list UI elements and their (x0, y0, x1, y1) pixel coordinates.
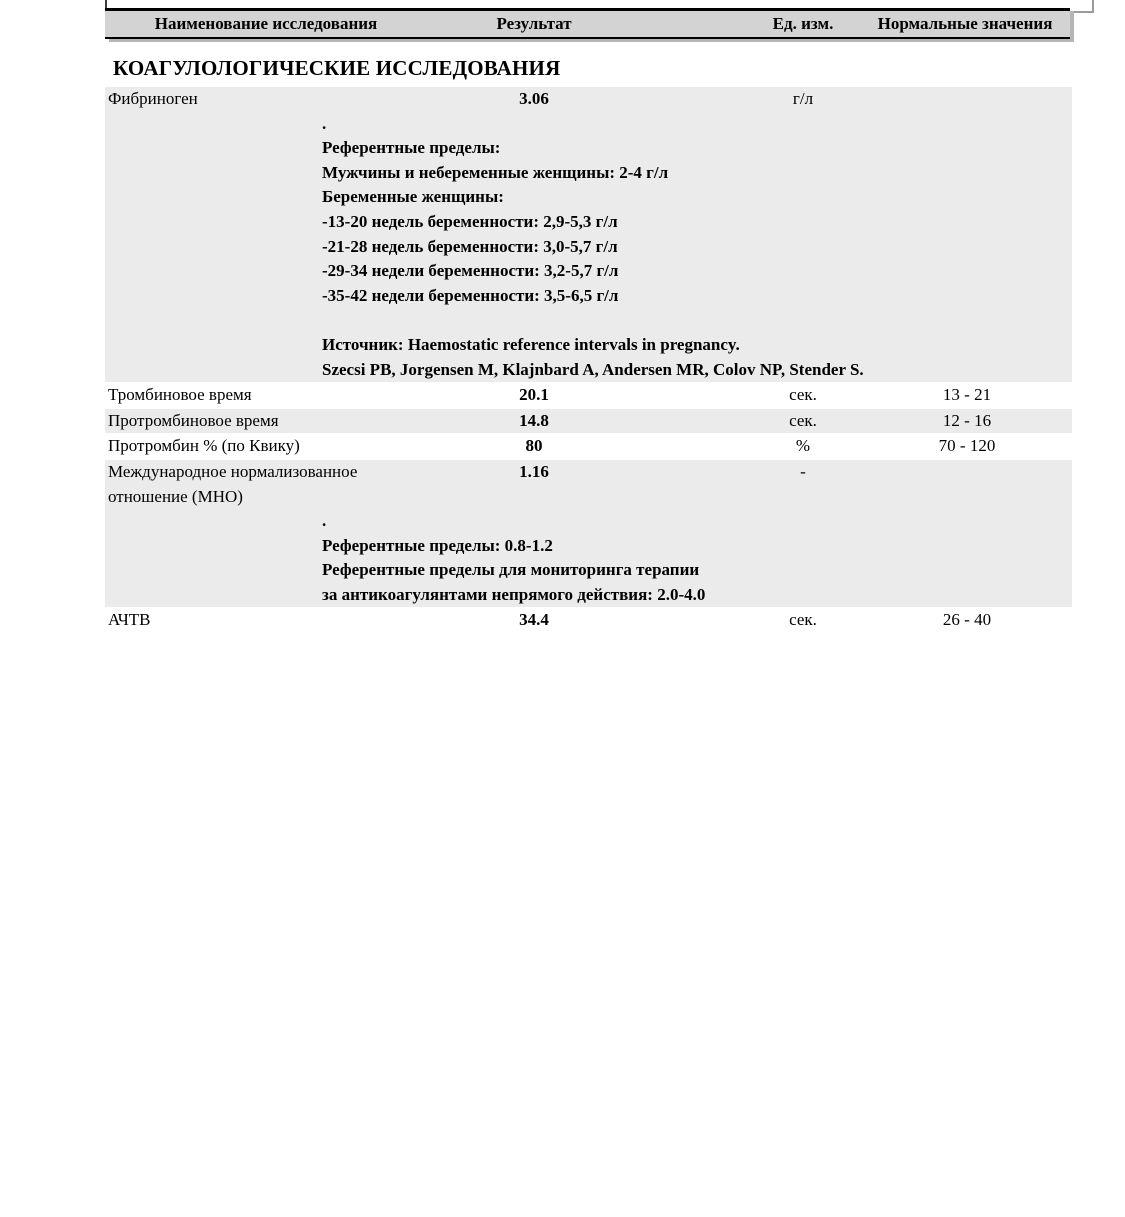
result-value: 3.06 (519, 89, 549, 108)
note-line: . (322, 511, 327, 531)
test-row (105, 409, 1072, 434)
test-row (105, 460, 1072, 608)
result-value: 14.8 (519, 410, 549, 430)
result-value: 1.16 (519, 461, 549, 481)
normal-range-value: 26 - 40 (942, 610, 992, 630)
note-line: Референтные пределы: (322, 138, 501, 158)
test-row (105, 87, 1072, 382)
test-row (105, 434, 1072, 459)
test-row (105, 383, 1072, 408)
test-name: Международное нормализованное отношение (МНО) (108, 461, 358, 506)
note-line-blank (322, 308, 1072, 333)
note-line: . (322, 113, 327, 133)
column-header-test-name: Наименование исследования (154, 14, 378, 33)
unit-value: - (800, 461, 806, 481)
results-table-body (105, 87, 1072, 634)
result-value: 20.1 (519, 385, 549, 405)
test-row (105, 608, 1072, 633)
test-name: Тромбиновое время (108, 385, 252, 405)
column-header-result: Результат (496, 14, 572, 33)
note-line: Референтные пределы: 0.8-1.2 (322, 535, 553, 555)
section-title: КОАГУЛОЛОГИЧЕСКИЕ ИССЛЕДОВАНИЯ (113, 56, 561, 80)
unit-value: сек. (789, 385, 817, 405)
note-line: -13-20 недель беременности: 2,9-5,3 г/л (322, 211, 618, 231)
reference-notes (105, 509, 1072, 607)
note-line: -29-34 недели беременности: 3,2-5,7 г/л (322, 261, 619, 281)
normal-range-value: 70 - 120 (938, 436, 996, 456)
test-name: Протромбиновое время (108, 410, 279, 430)
note-line: Референтные пределы для мониторинга терапии (322, 560, 700, 580)
test-name: Протромбин % (по Квику) (108, 436, 300, 456)
unit-value: сек. (789, 610, 817, 630)
page-border-remnant-bottom (1073, 11, 1094, 13)
unit-value: г/л (792, 89, 814, 108)
normal-range-value: 13 - 21 (942, 385, 992, 405)
note-line: Беременные женщины: (322, 187, 504, 207)
note-line-source: Источник: Haemostatic reference intervals in pregnancy. (322, 334, 740, 354)
test-name: Фибриноген (108, 89, 198, 108)
note-line: Мужчины и небеременные женщины: 2-4 г/л (322, 162, 669, 182)
test-name: АЧТВ (108, 610, 151, 630)
reference-notes (105, 112, 1072, 383)
table-header (105, 8, 1070, 39)
note-line: -35-42 недели беременности: 3,5-6,5 г/л (322, 285, 619, 305)
unit-value: % (795, 436, 811, 456)
column-header-units: Ед. изм. (772, 14, 834, 33)
column-header-normal-values: Нормальные значения (877, 14, 1053, 33)
unit-value: сек. (789, 410, 817, 430)
note-line: -21-28 недель беременности: 3,0-5,7 г/л (322, 236, 618, 256)
note-line: за антикоагулянтами непрямого действия: 2.0-4.0 (322, 584, 706, 604)
normal-range-value: 12 - 16 (942, 410, 992, 430)
result-value: 34.4 (519, 610, 549, 630)
result-value: 80 (525, 436, 543, 456)
note-line-source: Szecsi PB, Jorgensen M, Klajnbard A, Andersen MR, Colov NP, Stender S. (322, 359, 864, 379)
